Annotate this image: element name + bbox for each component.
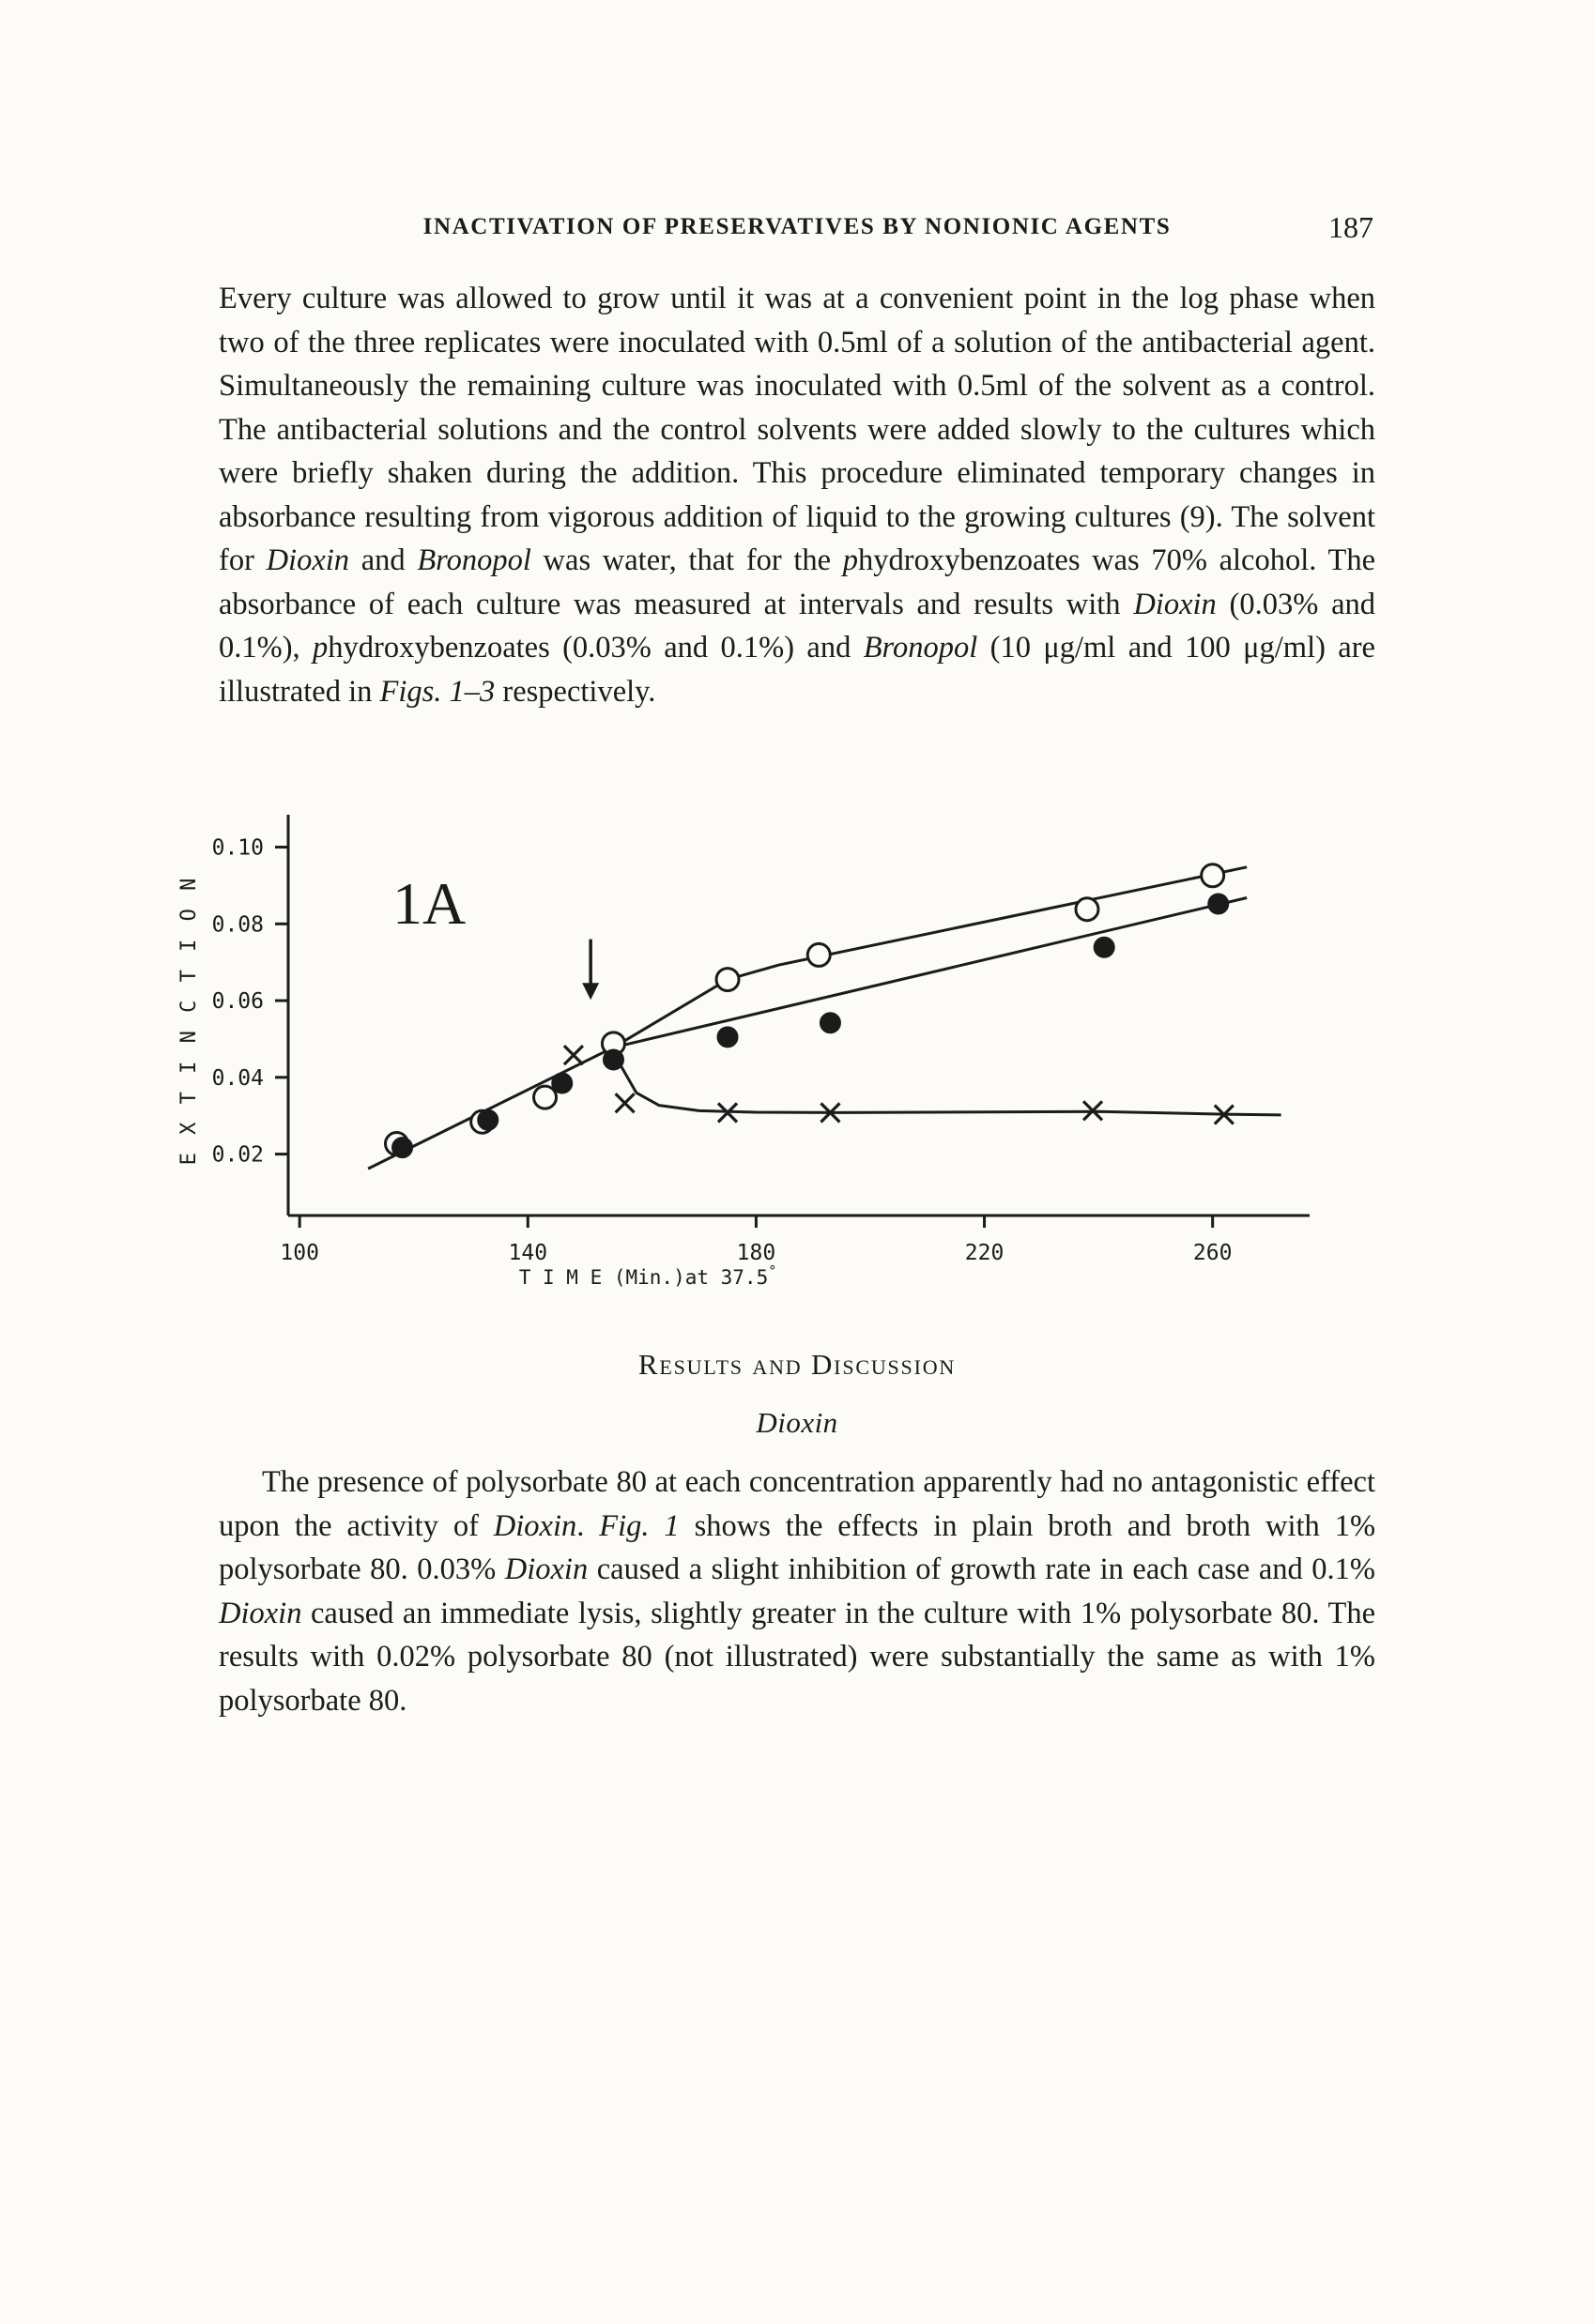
section-heading-results-and-discussion: Results and Discussion — [637, 1348, 957, 1381]
italic-text-run: p — [842, 543, 859, 577]
y-tick-label: 0.10 — [211, 835, 264, 861]
filled-circle-marker — [478, 1109, 498, 1130]
filled-circle-marker — [820, 1013, 840, 1033]
y-axis-label: E X T I N C T I O N — [177, 875, 201, 1166]
italic-text-run: Dioxin — [1133, 587, 1217, 621]
open-circle-marker — [1202, 864, 1224, 887]
text-run: hydroxybenzoates (0.03% and 0.1%) and — [328, 631, 864, 665]
subsection-heading-dioxin: Dioxin — [756, 1406, 838, 1439]
filled-circle-marker — [717, 1027, 738, 1047]
y-tick-label: 0.02 — [211, 1142, 264, 1168]
filled-circle-marker — [552, 1073, 573, 1093]
open-circle-marker — [807, 943, 830, 966]
x-axis-label: T I M E (Min.)at 37.5° — [518, 1262, 777, 1289]
open-circle-marker — [716, 969, 739, 991]
paragraph-methods — [219, 277, 1375, 713]
running-title: INACTIVATION OF PRESERVATIVES BY NONIONIC AGENTS — [422, 214, 1172, 239]
text-run: (10 μg/ml and 100 μg/ml) are illustrated in — [219, 631, 1375, 709]
italic-text-run: Dioxin — [219, 1596, 302, 1630]
text-run: shows the effects in plain broth and broth with 1% polysorbate 80. 0.03% — [219, 1508, 1376, 1586]
text-run: Every culture was allowed to grow until it was at a convenient point in the log phase when two of the three replicates were inoculated with 0.5ml of a solution of the antibacterial agent. Simultaneously the remaining culture was inoculated with 0.5ml of the solvent as a control. The antibacterial solutions and the control solvents were added slowly to the cultures which were briefly shaken during the addition. This procedure eliminated temporary changes in absorbance resulting from vigorous addition of liquid to the growing cultures (9). The solvent for — [219, 282, 1375, 577]
x-marker — [564, 1046, 583, 1064]
x-tick-label: 100 — [280, 1241, 319, 1265]
figure-1a-chart — [141, 798, 1380, 1323]
filled-circle-marker — [603, 1049, 623, 1070]
y-tick-label: 0.04 — [211, 1065, 264, 1091]
open-circle-marker — [1076, 898, 1098, 921]
text-run: The presence of polysorbate 80 at each concentration apparently had no antagonistic effect upon the activity of — [219, 1465, 1375, 1543]
text-run: respectively. — [495, 674, 656, 709]
x-tick-label: 260 — [1192, 1241, 1233, 1265]
upper-control-line — [613, 867, 1247, 1047]
italic-text-run: Dioxin — [504, 1552, 589, 1586]
text-run: was water, that for the — [530, 543, 843, 577]
italic-text-run: Fig. 1 — [599, 1508, 680, 1543]
italic-text-run: p — [313, 631, 329, 665]
y-tick-label: 0.06 — [211, 989, 264, 1015]
filled-circle-marker — [1208, 894, 1229, 914]
y-tick-label: 0.08 — [211, 912, 264, 938]
text-run: caused a slight inhibition of growth rate in each case and 0.1% — [588, 1552, 1375, 1586]
addition-arrow-head — [582, 983, 599, 1000]
filled-circle-marker — [392, 1138, 413, 1158]
italic-text-run: Dioxin — [266, 543, 350, 577]
text-run: (0.03% and 0.1%), — [219, 587, 1375, 665]
italic-text-run: Figs. 1–3 — [379, 674, 496, 709]
x-tick-label: 180 — [736, 1241, 776, 1265]
italic-text-run: Bronopol — [863, 631, 978, 665]
open-circle-marker — [534, 1086, 557, 1108]
text-run: and — [349, 543, 418, 577]
figure-label: 1A — [392, 870, 467, 937]
text-run: hydroxybenzoates was 70% alcohol. The absorbance of each culture was measured at intervals and results with — [219, 543, 1375, 621]
italic-text-run: Dioxin — [493, 1508, 577, 1543]
text-run: . — [576, 1508, 600, 1543]
lysis-line — [620, 1063, 1281, 1115]
italic-text-run: Bronopol — [417, 543, 531, 577]
filled-circle-marker — [1094, 937, 1114, 957]
middle-treated-line — [613, 897, 1247, 1047]
text-run: caused an immediate lysis, slightly greater in the culture with 1% polysorbate 80. The results with 0.02% polysorbate 80 (not illustrated) were substantially the same as with 1% polysorbate 80. — [219, 1596, 1375, 1718]
x-tick-label: 220 — [964, 1241, 1005, 1265]
paragraph-dioxin-results — [219, 1460, 1375, 1722]
page-number: 187 — [1328, 210, 1373, 244]
x-marker — [616, 1093, 635, 1112]
page-header — [219, 210, 1375, 252]
x-tick-label: 140 — [508, 1241, 548, 1265]
